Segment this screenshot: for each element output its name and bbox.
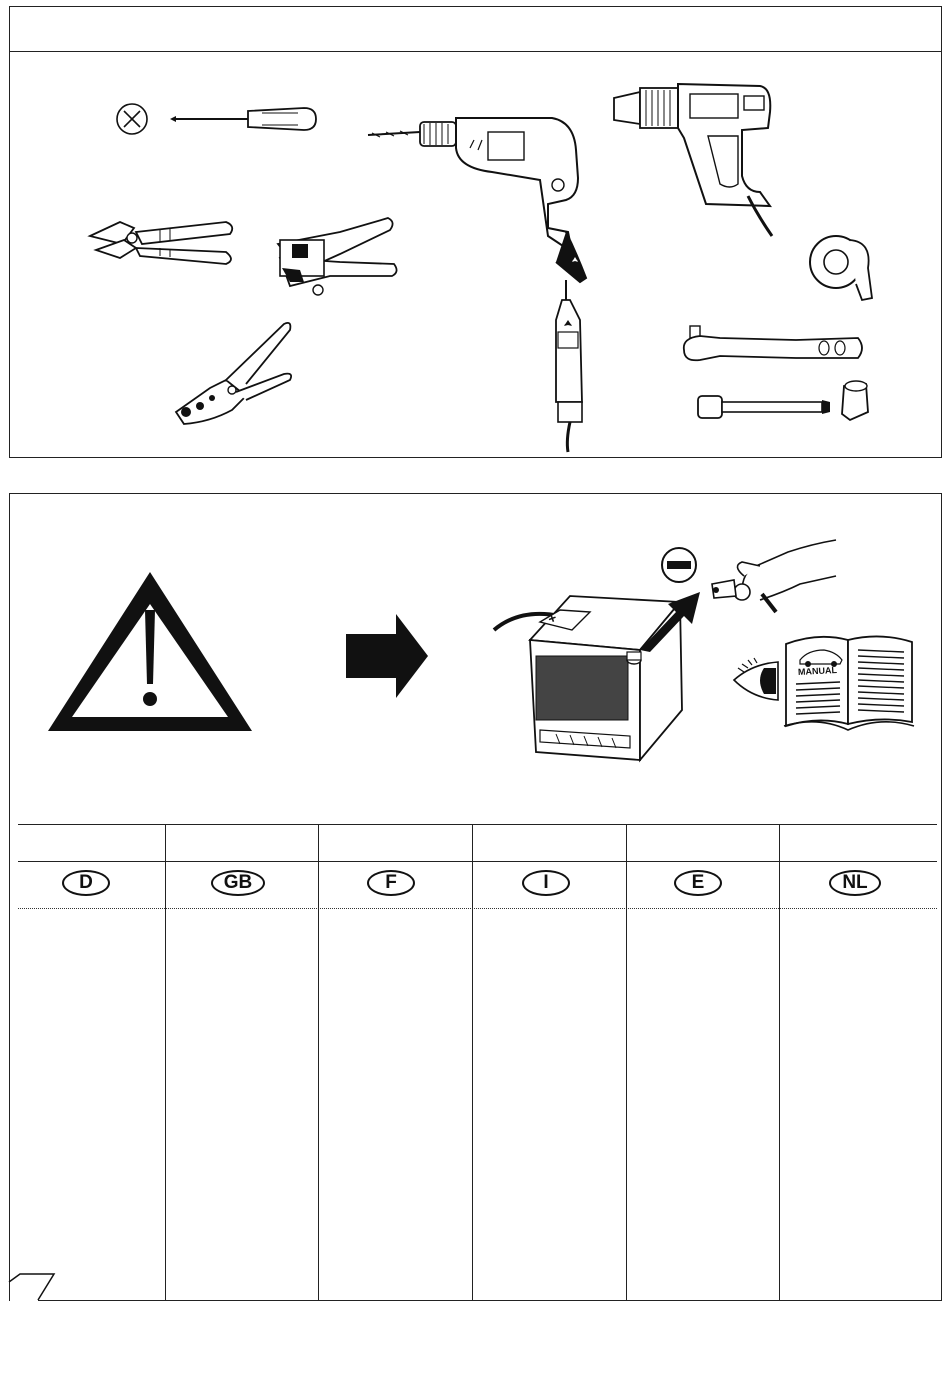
language-badge-d: D	[62, 870, 110, 896]
language-badge-f: F	[367, 870, 415, 896]
language-badge-e: E	[674, 870, 722, 896]
language-badge-gb: GB	[211, 870, 265, 896]
language-badge-i: I	[522, 870, 570, 896]
manual-label: MANUAL	[797, 664, 838, 678]
language-badge-nl: NL	[829, 870, 881, 896]
battery-plus-sign: +	[545, 609, 559, 627]
